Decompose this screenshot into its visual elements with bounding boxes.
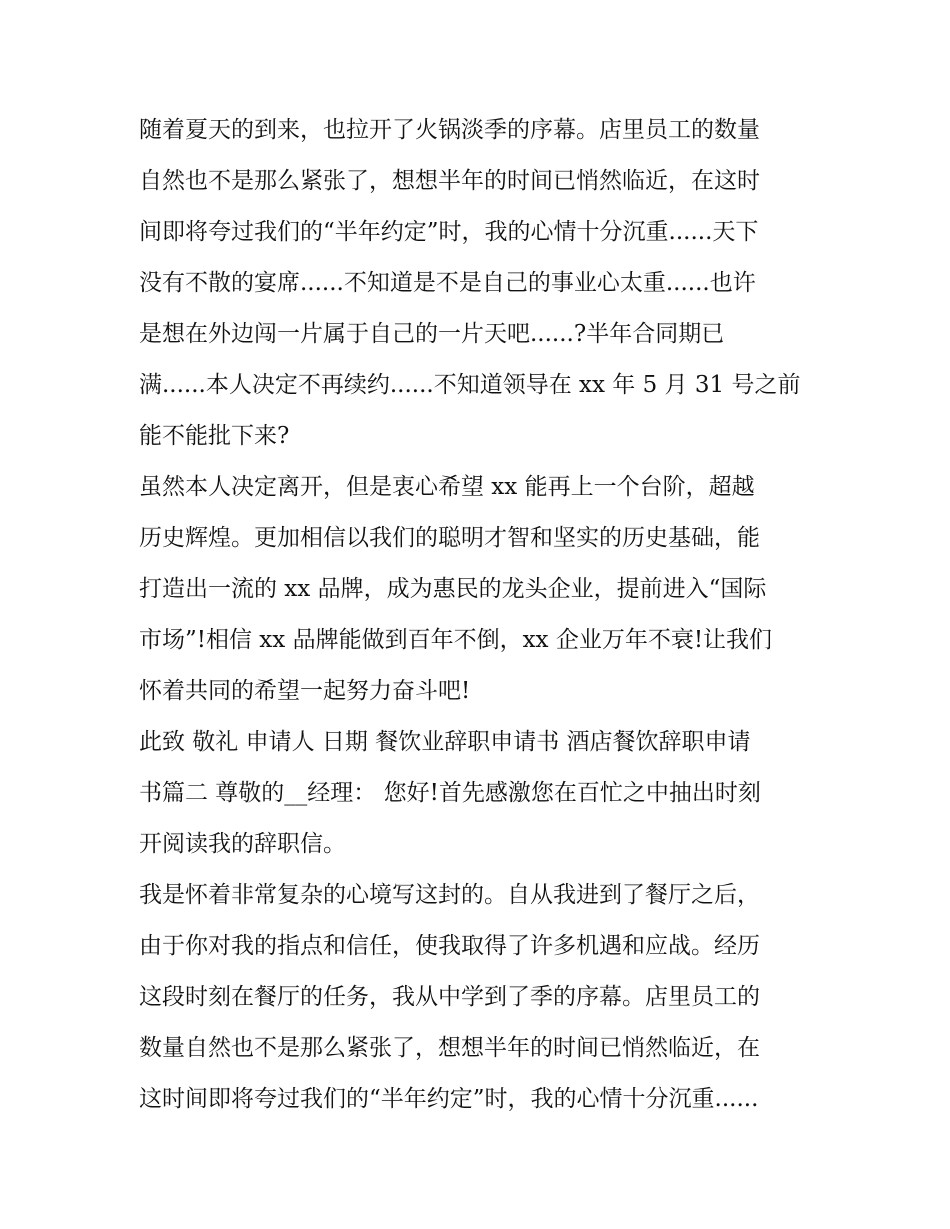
paragraph-2 [139, 462, 819, 717]
text-line: 市场”!相信 xx 品牌能做到百年不倒，xx 企业万年不衰!让我们 [139, 627, 773, 653]
paragraph-4 [139, 870, 819, 1125]
text-line: 此致 敬礼 申请人 日期 餐饮业辞职申请书 酒店餐饮辞职申请 [139, 729, 751, 755]
text-line: 由于你对我的指点和信任，使我取得了许多机遇和应战。经历 [139, 933, 760, 959]
paragraph-1 [139, 105, 819, 462]
text-line: 这时间即将夸过我们的“半年约定”时，我的心情十分沉重...... [139, 1086, 759, 1112]
text-line: 打造出一流的 xx 品牌，成为惠民的龙头企业，提前进入“国际 [139, 576, 767, 602]
text-line: 是想在外边闯一片属于自己的一片天吧......?半年合同期已 [139, 321, 725, 347]
text-line: 虽然本人决定离开，但是衷心希望 xx 能再上一个台阶，超越 [139, 474, 755, 500]
text-line: 自然也不是那么紧张了，想想半年的时间已悄然临近，在这时 [139, 168, 760, 194]
text-line: 没有不散的宴席......不知道是不是自己的事业心太重......也许 [139, 270, 756, 296]
text-line: 满......本人决定不再续约......不知道领导在 xx 年 5 月 31 号之前 [139, 372, 801, 398]
text-line: 这段时刻在餐厅的任务，我从中学到了季的序幕。店里员工的 [139, 984, 760, 1010]
text-line: 书篇二 尊敬的__经理： 您好!首先感激您在百忙之中抽出时刻 [139, 780, 761, 806]
document-body [139, 105, 819, 1125]
text-line: 怀着共同的希望一起努力奋斗吧! [139, 678, 471, 704]
text-line: 开阅读我的辞职信。 [139, 831, 346, 857]
text-line: 历史辉煌。更加相信以我们的聪明才智和坚实的历史基础，能 [139, 525, 760, 551]
text-line: 随着夏天的到来，也拉开了火锅淡季的序幕。店里员工的数量 [139, 117, 760, 143]
text-line: 能不能批下来? [139, 423, 290, 449]
text-line: 我是怀着非常复杂的心境写这封的。自从我进到了餐厅之后， [139, 882, 760, 908]
text-line: 间即将夸过我们的“半年约定”时，我的心情十分沉重......天下 [139, 219, 759, 245]
text-line: 数量自然也不是那么紧张了，想想半年的时间已悄然临近，在 [139, 1035, 760, 1061]
paragraph-3 [139, 717, 819, 870]
